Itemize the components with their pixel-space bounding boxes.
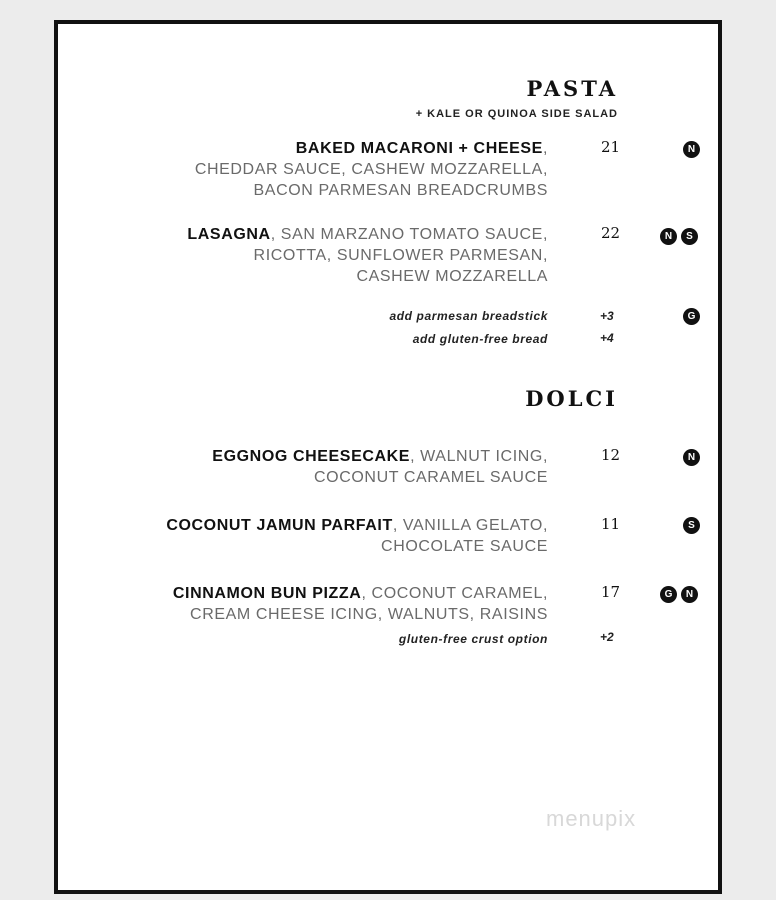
item-description: , COCONUT CARAMEL, <box>361 585 548 602</box>
addon-label: gluten-free crust option <box>398 632 548 646</box>
soy-badge-icon: S <box>681 228 698 245</box>
menu-page <box>54 20 722 894</box>
item-name: EGGNOG CHEESECAKE <box>212 448 411 465</box>
menu-item-eggnog-cheesecake <box>48 446 548 488</box>
addon-price: +3 <box>600 309 614 323</box>
item-price: 17 <box>601 583 621 601</box>
soy-badge-icon: S <box>683 517 700 534</box>
item-description: CHEDDAR SAUCE, CASHEW MOZZARELLA, <box>194 161 548 178</box>
nut-badge-icon: N <box>683 141 700 158</box>
item-description: RICOTTA, SUNFLOWER PARMESAN, <box>253 247 548 264</box>
addon-label: add gluten-free bread <box>412 332 548 346</box>
dolci-section-title: DOLCI <box>525 386 618 411</box>
item-description: BACON PARMESAN BREADCRUMBS <box>253 182 548 199</box>
menu-item-cinnamon-bun-pizza <box>48 583 548 625</box>
nut-badge-icon: N <box>660 228 677 245</box>
item-price: 21 <box>601 138 621 156</box>
item-name: BAKED MACARONI + CHEESE <box>295 140 543 157</box>
item-description: CREAM CHEESE ICING, WALNUTS, RAISINS <box>190 606 548 623</box>
item-price: 11 <box>601 515 621 533</box>
menu-item-lasagna <box>48 224 548 287</box>
dietary-badges <box>683 517 700 534</box>
addon-price: +4 <box>600 331 614 345</box>
item-description: , WALNUT ICING, <box>410 448 548 465</box>
dietary-badges <box>683 141 700 158</box>
item-description: CASHEW MOZZARELLA <box>356 268 548 285</box>
menu-item-coconut-jamun-parfait <box>48 515 548 557</box>
item-name: CINNAMON BUN PIZZA <box>172 585 362 602</box>
pasta-section-title: PASTA <box>526 76 618 101</box>
pasta-subtitle: + KALE OR QUINOA SIDE SALAD <box>415 108 618 120</box>
item-description: COCONUT CARAMEL SAUCE <box>314 469 548 486</box>
item-description: , SAN MARZANO TOMATO SAUCE, <box>270 226 548 243</box>
addon-label: add parmesan breadstick <box>389 309 548 323</box>
watermark-logo: menupix <box>546 806 637 831</box>
item-price: 22 <box>601 224 621 242</box>
item-name: LASAGNA <box>187 226 271 243</box>
dietary-badges <box>683 308 700 325</box>
dietary-badges <box>660 586 698 603</box>
gluten-badge-icon: G <box>660 586 677 603</box>
item-description: CHOCOLATE SAUCE <box>381 538 548 555</box>
menu-item-baked-macaroni: BAKED MACARONI + CHEESE, CHEDDAR SAUCE, CASHEW MOZZARELLA, BACON PARMESAN BREADCRUMBS <box>48 138 548 201</box>
nut-badge-icon: N <box>681 586 698 603</box>
gluten-badge-icon: G <box>683 308 700 325</box>
item-description: , VANILLA GELATO, <box>392 517 548 534</box>
addon-price: +2 <box>600 630 614 644</box>
dietary-badges <box>660 228 698 245</box>
item-name: COCONUT JAMUN PARFAIT <box>166 517 393 534</box>
dietary-badges <box>683 449 700 466</box>
item-price: 12 <box>601 446 621 464</box>
nut-badge-icon: N <box>683 449 700 466</box>
